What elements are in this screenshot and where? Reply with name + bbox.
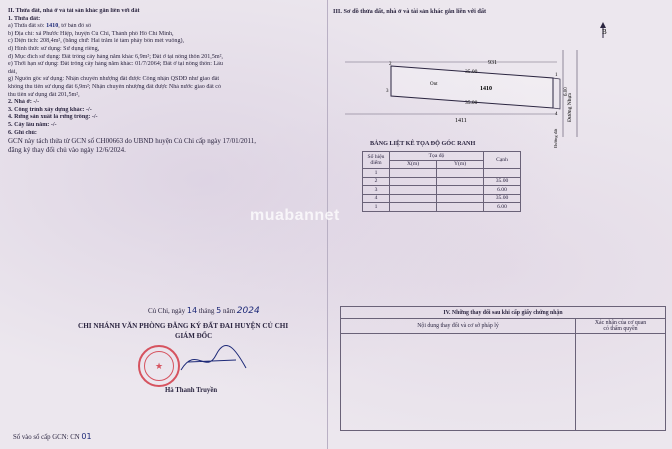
land-info-section	[8, 8, 323, 155]
parcel-number-line	[8, 23, 323, 31]
watermark: muabannet	[250, 207, 340, 224]
section-heading-right: III. Sơ đồ thửa đất, nhà ở và tài sản khác gắn liền với đất	[333, 8, 487, 15]
road-side-label: Đường đất	[553, 128, 558, 148]
table-row: 1 6.00	[363, 203, 521, 212]
usage-term-line-1: e) Thời hạn sử dụng: Đất trồng cây hàng năm khác: 01/7/2064; Đất ở tại nông thôn: Lâu	[8, 61, 223, 68]
perennial-line: 5. Cây lâu năm: -/-	[8, 121, 57, 128]
signer-name: Hà Thanh Truyền	[165, 387, 218, 394]
date-year-label: năm	[222, 307, 236, 315]
land-type: Ont	[430, 82, 438, 87]
bottom-length: 35.00	[465, 100, 478, 106]
changes-table	[340, 306, 666, 431]
date-month: 5	[216, 306, 222, 315]
origin-line-1: g) Nguồn gốc sử dụng: Nhận chuyển nhượng đất được Công nhận QSDĐ như giao đất	[8, 76, 220, 83]
place-date-line	[148, 307, 260, 315]
table-row: 4 35.00	[363, 194, 521, 203]
corner-4: 4	[555, 112, 558, 117]
coord-col-x: X(m)	[390, 160, 437, 169]
office-name: CHI NHÁNH VĂN PHÒNG ĐĂNG KÝ ĐẤT ĐAI HUYỆN CỦ CHI	[78, 322, 289, 330]
corner-3: 3	[386, 89, 389, 94]
usage-form-line: d) Hình thức sử dụng: Sử dụng riêng,	[8, 45, 100, 52]
changes-confirm-cell	[576, 334, 666, 431]
neighbour-1411: 1411	[455, 118, 467, 124]
place-date-prefix: Củ Chi, ngày	[148, 307, 186, 315]
side-length: 6.00	[564, 87, 569, 96]
top-length: 35.00	[465, 69, 478, 75]
corner-2: 2	[389, 62, 392, 67]
neighbour-931: 931	[488, 60, 497, 66]
official-seal	[138, 345, 180, 387]
note-line-2: đăng ký thay đổi chủ vào ngày 12/6/2024.	[8, 146, 126, 155]
coord-col-y: Y(m)	[437, 160, 484, 169]
date-month-label: tháng	[198, 307, 215, 315]
notes-heading: 6. Ghi chú:	[8, 129, 37, 136]
note-line-1: GCN này tách thửa từ GCN số CH00663 do UBND huyện Củ Chi cấp ngày 17/01/2011,	[8, 137, 257, 146]
house-line: 2. Nhà ở: -/-	[8, 99, 40, 106]
road-label: Đường Nhựa	[567, 93, 573, 122]
coord-col-point: Số hiệu điểm	[363, 152, 390, 169]
table-row: 3 6.00	[363, 186, 521, 195]
coord-table	[362, 151, 521, 212]
origin-line-2: không thu tiền sử dụng đất 6,9m²; Nhận chuyển nhượng đất được Nhà nước giao đất có	[8, 83, 222, 90]
changes-col-confirm: Xác nhận của cơ quan có thẩm quyền	[576, 319, 666, 334]
area-line: c) Diện tích: 208,4m², (bằng chữ: Hai trăm lẻ tám phẩy bốn mét vuông),	[8, 38, 185, 45]
address-line: b) Địa chỉ: xã Phước Hiệp, huyện Củ Chi, Thành phố Hồ Chí Minh,	[8, 30, 174, 37]
parcel-heading: 1. Thửa đất:	[8, 15, 41, 22]
usage-purpose-line: đ) Mục đích sử dụng: Đất trồng cây hàng năm khác 6,9m²; Đất ở tại nông thôn 201,5m²,	[8, 53, 223, 60]
changes-title: IV. Những thay đổi sau khi cấp giấy chứng nhận	[341, 307, 666, 319]
date-year: 2024	[236, 306, 260, 316]
parcel-number-prefix: a) Thửa đất số:	[8, 23, 47, 30]
seal-star-icon: ★	[154, 360, 164, 371]
section-heading-left: II. Thửa đất, nhà ở và tài sản khác gắn liền với đất	[8, 8, 140, 14]
other-works-line: 3. Công trình xây dựng khác: -/-	[8, 106, 92, 113]
parcel-map	[335, 22, 667, 150]
date-day: 14	[186, 306, 198, 315]
origin-line-3: thu tiền sử dụng đất 201,5m²,	[8, 91, 80, 98]
north-label: B	[602, 28, 607, 36]
coord-col-edge: Cạnh	[484, 152, 521, 169]
parcel-1410: 1410	[480, 86, 492, 92]
table-row: 2 35.00	[363, 177, 521, 186]
usage-term-line-2: dài,	[8, 68, 17, 75]
parcel-strip	[553, 78, 560, 109]
parcel-map-sheet: , tờ bản đồ số	[58, 23, 92, 30]
changes-content-cell	[341, 334, 576, 431]
corner-1: 1	[555, 73, 558, 78]
coord-col-coords: Tọa độ	[390, 152, 484, 161]
table-row: 1	[363, 169, 521, 178]
parcel-number: 1410	[46, 23, 59, 30]
forest-line: 4. Rừng sản xuất là rừng trồng: -/-	[8, 114, 98, 121]
director-title: GIÁM ĐỐC	[175, 332, 213, 340]
page-divider	[327, 0, 328, 449]
cert-book-prefix: Số vào sổ cấp GCN: CN	[13, 434, 80, 441]
coord-table-title: BẢNG LIỆT KÊ TỌA ĐỘ GÓC RANH	[370, 140, 476, 147]
changes-col-content: Nội dung thay đổi và cơ sở pháp lý	[341, 319, 576, 334]
cert-book-line	[13, 433, 92, 441]
cert-book-number: 01	[81, 432, 92, 441]
signature-scribble	[176, 340, 256, 380]
